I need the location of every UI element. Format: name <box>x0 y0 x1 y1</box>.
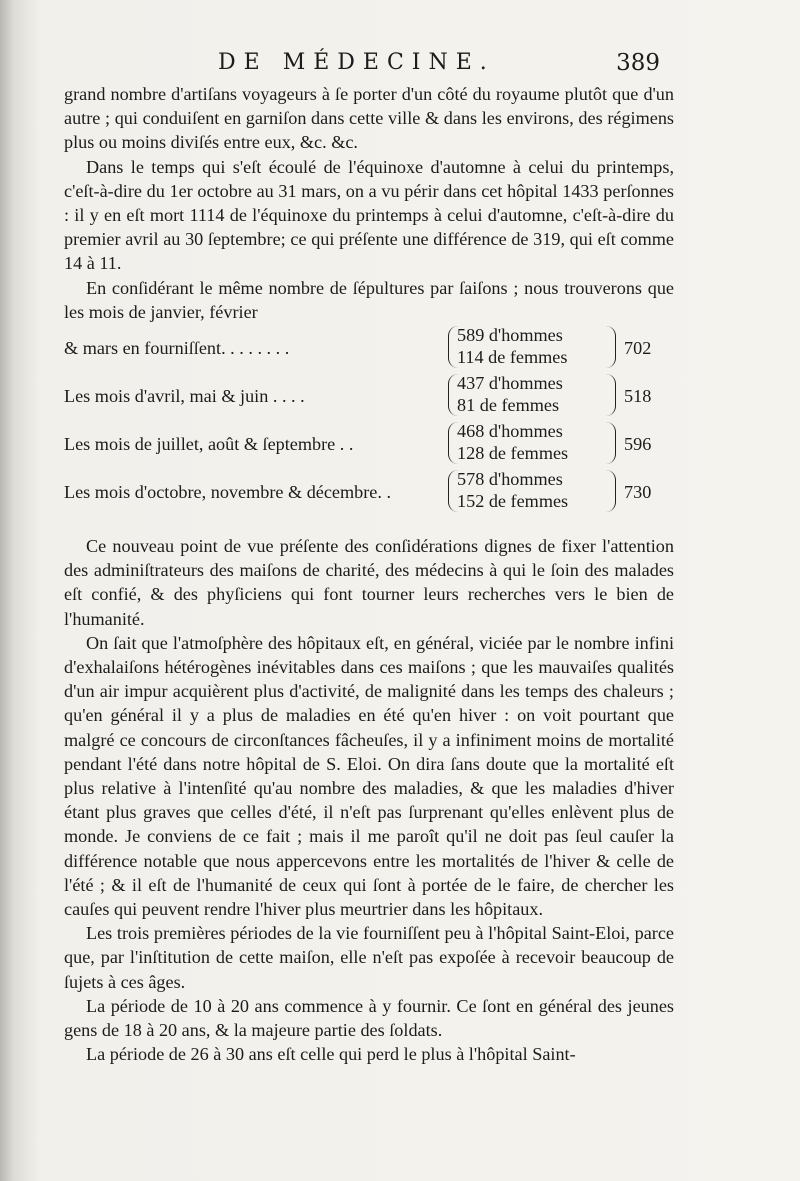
page-number: 389 <box>616 50 660 76</box>
women-count: 152 de femmes <box>457 491 569 512</box>
row-label: Les mois d'avril, mai & juin . . . . <box>64 386 305 407</box>
table-row <box>64 468 674 516</box>
row-total: 730 <box>624 482 652 503</box>
paragraph: Les trois premières périodes de la vie fourniſſent peu à l'hôpital Saint-Eloi, parce que, par l'inſtitution de cette maiſon, elle n'eſt pas expoſée à recevoir beaucoup de ſujets à ces âges. <box>64 923 674 992</box>
paragraph: Ce nouveau point de vue préſente des conſidérations dignes de fixer l'attention des adminiſtrateurs des maiſons de charité, des médecins à qui le ſoin des malades eſt confié, & des phyſiciens qui font tourner leurs recherches vers le bien de l'humanité. <box>64 536 674 629</box>
men-count: 578 d'hommes <box>457 469 563 490</box>
women-count: 114 de femmes <box>457 347 568 368</box>
burials-by-season-table <box>64 324 674 516</box>
paragraph: On ſait que l'atmoſphère des hôpitaux eſt, en général, viciée par le nombre infini d'exhalaiſons hétérogènes inévitables dans ces maiſons ; que les mauvaiſes qualités d'un air impur acquièrent plus d'activité, de malignité dans les temps des chaleurs ; qu'en général il y a plus de maladies en été qu'en hiver : on voit pourtant que malgré ce concours de circonſtances fâcheuſes, il y a infiniment moins de mortalité pendant l'été dans notre hôpital de S. Eloi. On dira ſans doute que la mortalité eſt plus relative à l'intenſité qu'au nombre des maladies, & que les maladies d'hiver étant plus graves que celles d'été, il n'eſt pas ſurprenant qu'elles enlèvent plus de monde. Je conviens de ce fait ; mais il me paroît qu'il ne doit pas ſeul cauſer la différence notable que nous appercevons entre les mortalités de l'hiver & celle de l'été ; & il eſt de l'humanité de ceux qui ſont à portée de le faire, de chercher les cauſes qui peuvent rendre l'hiver plus meurtrier dans les hôpitaux. <box>64 632 674 920</box>
running-title: DE MÉDECINE. <box>218 50 495 75</box>
page-header <box>200 50 670 82</box>
row-values <box>457 372 607 416</box>
paragraph: La période de 10 à 20 ans commence à y fournir. Ce ſont en général des jeunes gens de 18 à 20 ans, & la majeure partie des ſoldats. <box>64 995 674 1041</box>
men-count: 589 d'hommes <box>457 325 563 346</box>
row-total: 518 <box>624 386 652 407</box>
paragraph: Dans le temps qui s'eſt écoulé de l'équinoxe d'automne à celui du printemps, c'eſt-à-dire du 1er octobre au 31 mars, on a vu périr dans cet hôpital 1433 perſonnes : il y en eſt mort 1114 de l'équinoxe du printemps à celui d'automne, c'eſt-à-dire du premier avril au 30 ſeptembre; ce qui préſente une différence de 319, qui eſt comme 14 à 11. <box>64 156 674 274</box>
table-row <box>64 324 674 372</box>
right-brace <box>605 374 616 416</box>
row-total: 596 <box>624 434 652 455</box>
table-row <box>64 372 674 420</box>
right-brace <box>605 326 616 368</box>
men-count: 437 d'hommes <box>457 373 563 394</box>
paragraph: La période de 26 à 30 ans eſt celle qui perd le plus à l'hôpital Saint- <box>86 1044 576 1065</box>
row-total: 702 <box>624 338 652 359</box>
right-brace <box>605 422 616 464</box>
row-values <box>457 468 607 512</box>
paragraph: En conſidérant le même nombre de ſépultures par ſaiſons ; nous trouverons que les mois de janvier, février <box>64 277 674 322</box>
women-count: 81 de femmes <box>457 395 560 416</box>
page-body <box>64 82 674 1067</box>
table-row <box>64 420 674 468</box>
women-count: 128 de femmes <box>457 443 569 464</box>
row-values <box>457 420 607 464</box>
row-values <box>457 324 607 368</box>
paragraph: grand nombre d'artiſans voyageurs à ſe porter d'un côté du royaume plutôt que d'un autre ; qui conduiſent en garniſon dans cette ville & dans les environs, des régimens plus ou moins diviſés entre eux, &c. &c. <box>64 84 674 153</box>
row-label: & mars en fourniſſent. . . . . . . . <box>64 338 290 359</box>
row-label: Les mois de juillet, août & ſeptembre . . <box>64 434 354 455</box>
men-count: 468 d'hommes <box>457 421 563 442</box>
right-brace <box>605 470 616 512</box>
row-label: Les mois d'octobre, novembre & décembre. . <box>64 482 392 503</box>
